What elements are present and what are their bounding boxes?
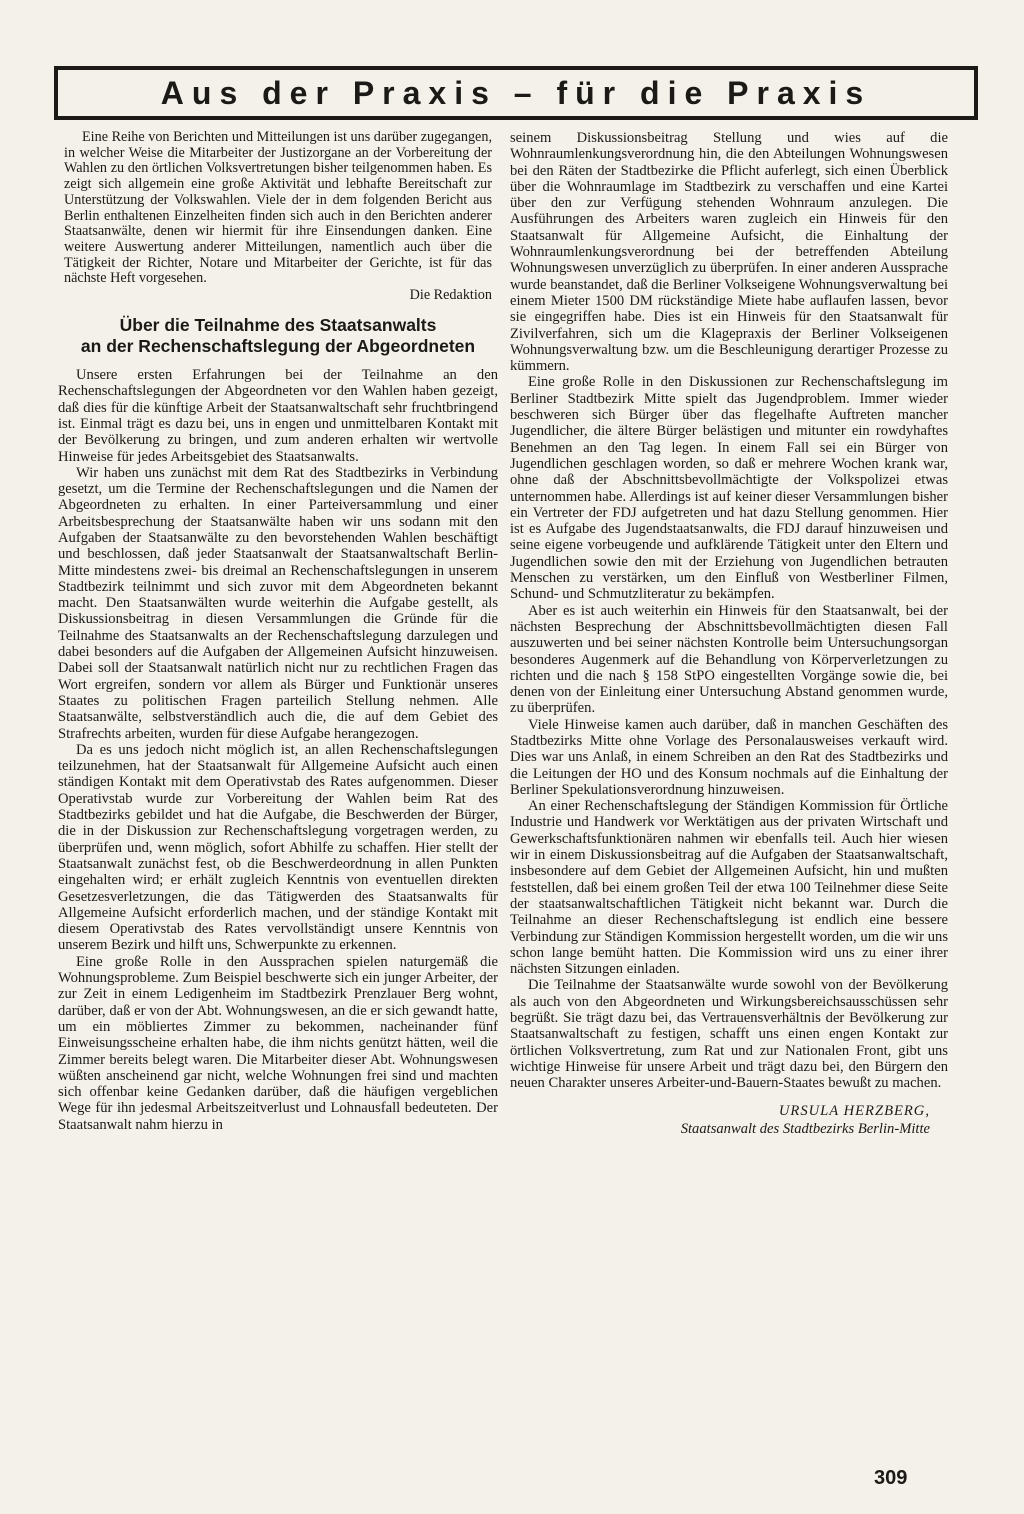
article-paragraph-continued: seinem Diskussionsbeitrag Stellung und wies auf die Wohnraumlenkungsverordnung hin, die den Abteilungen Wohnungswesen bei den Räten der Stadtbezirke die Pflicht auferlegt, sich einen Überblick über die Wohnraumlage im Stadtbezirk zu verschaffen und eine Kartei über den zur Verfügung stehenden Wohnraum anzulegen. Die Ausführungen des Arbeiters waren zugleich ein Hinweis für den Staatsanwalt für Allgemeine Aufsicht, die Einhaltung der Wohnraumlenkungsverordnung bei der betreffenden Abteilung Wohnungswesen unverzüglich zu überprüfen. In einer anderen Aussprache wurde beanstandet, daß die Berliner Volkseigene Wohnungsverwaltung bei einem Mieter 1500 DM rückständige Miete habe auflaufen lassen, bevor sie eingegriffen habe. Dies ist ein Hinweis für den Staatsanwalt für Zivilverfahren, sich um die Klagepraxis der Berliner Volkseigenen Wohnungsverwaltung bzw. um die Beschleunigung derartiger Prozesse zu kümmern. [510, 130, 948, 375]
author-block [510, 1102, 948, 1138]
author-name: URSULA HERZBERG, [778, 1102, 930, 1119]
article-paragraph: Die Teilnahme der Staatsanwälte wurde sowohl von der Bevölkerung als auch von den Abgeordneten und Wirkungsbereichsausschüssen sehr begrüßt. Sie trägt dazu bei, das Vertrauensverhältnis der Bevölkerung zur Staatsanwaltschaft zu festigen, schafft uns einen engen Kontakt zur örtlichen Volksvertretung, zum Rat und zur Nationalen Front, gibt uns wichtige Hinweise für unsere Arbeit und trägt dazu bei, den Bürgern den neuen Charakter unseres Arbeiter-und-Bauern-Staates bewußt zu machen. [510, 977, 948, 1092]
intro-paragraph: Eine Reihe von Berichten und Mitteilungen ist uns darüber zugegangen, in welcher Weise die Mitarbeiter der Justizorgane an der Vorbereitung der Wahlen zu den örtlichen Volksvertretungen bisher teilgenommen haben. Es zeigt sich allgemein eine große Aktivität und lebhafte Bereitschaft zur Unterstützung der Volkswahlen. Viele der in dem folgenden Bericht aus Berlin enthaltenen Einzelheiten finden sich auch in den Berichten anderer Staatsanwälte, denen wir hiermit für ihre Einsendungen danken. Eine weitere Auswertung anderer Mitteilungen, namentlich auch über die Tätigkeit der Richter, Notare und Mitarbeiter der Gerichte, ist für das nächste Heft vorgesehen. [64, 129, 492, 287]
page-number: 309 [874, 1467, 908, 1489]
article-paragraph: Unsere ersten Erfahrungen bei der Teilnahme an den Rechenschaftslegungen der Abgeordneten vor den Wahlen haben gezeigt, daß dies für die künftige Arbeit der Staatsanwaltschaft sehr fruchtbringend ist. Einmal trägt es dazu bei, uns in engen und unmittelbaren Kontakt mit der Bevölkerung zu bringen, und zum anderen erhalten wir wertvolle Hinweise für jedes Arbeitsgebiet des Staatsanwalts. [58, 367, 498, 465]
article-paragraph: Viele Hinweise kamen auch darüber, daß in manchen Geschäften des Stadtbezirks Mitte ohne Vorlage des Personalausweises verkauft wird. Dies war uns Anlaß, in einem Schreiben an den Rat des Stadtbezirks und die Leitungen der HO und des Konsum nochmals auf die Einhaltung der Berliner Spekulationsverordnung hinzuweisen. [510, 716, 948, 798]
article-title-line-2: an der Rechenschaftslegung der Abgeordneten [80, 336, 476, 357]
section-banner [54, 66, 978, 120]
article-paragraph: Eine große Rolle in den Aussprachen spielen naturgemäß die Wohnungsprobleme. Zum Beispiel beschwerte sich ein junger Arbeiter, der zur Zeit in einem Ledigenheim im Stadtbezirk Prenzlauer Berg wohnt, darüber, daß er von der Abt. Wohnungswesen, an die er sich gewandt hatte, um ein möbliertes Zimmer zu bekommen, nacheinander fünf Einweisungsscheine erhalten habe, die ihm nichts genützt hätten, weil die Zimmer bereits belegt waren. Die Mitarbeiter dieser Abt. Wohnungswesen wüßten anscheinend gar nicht, welche Wohnungen frei sind und machten sich offenbar keine Gedanken darüber, daß die häufigen vergeblichen Wege für ihn jedesmal Arbeitszeitverlust und Lohnausfall bedeuteten. Der Staatsanwalt nahm hierzu in [58, 953, 498, 1133]
editorial-intro [58, 130, 498, 287]
article-paragraph: Eine große Rolle in den Diskussionen zur Rechenschaftslegung im Berliner Stadtbezirk Mitte spielt das Jugendproblem. Immer wieder beschweren sich Bürger über das flegelhafte Auftreten mancher Jugendlicher, die ältere Bürger belästigen und mitunter ein rowdyhaftes Benehmen an den Tag legen. In einem Fall sei ein Bürger von Jugendlichen geschlagen worden, so daß er mehrere Wochen krank war, ohne daß der Abschnittsbevollmächtigte der Volkspolizei etwas unternommen habe. Allerdings ist auf keiner dieser Versammlungen bisher ein Vertreter der FDJ aufgetreten und hat dazu Stellung genommen. Hier ist es Aufgabe des Jugendstaatsanwalts, die FDJ darauf hinzuweisen und seine eigene vorbeugende und aufklärende Tätigkeit unter den Eltern und Jugendlichen sowie den mit der Erziehung von Jugendlichen betrauten Menschen zu verstärken, um den Einfluß von Westberliner Filmen, Schund- und Schmutzliteratur zu bekämpfen. [510, 374, 948, 603]
article-title [58, 315, 498, 357]
author-title: Staatsanwalt des Stadtbezirks Berlin-Mitte [680, 1120, 930, 1137]
article-paragraph: Da es uns jedoch nicht möglich ist, an allen Rechenschaftslegungen teilzunehmen, hat der Staatsanwalt für Allgemeine Aufsicht auch einen ständigen Kontakt mit dem Operativstab des Rates aufgenommen. Dieser Operativstab wurde zur Vorbereitung der Wahlen beim Rat des Stadtbezirks gebildet und hat die Aufgabe, die Beschwerden der Bürger, die in der Diskussion zur Rechenschaftslegung vorgetragen werden, zu überprüfen und, wenn möglich, sofort Abhilfe zu schaffen. Hier stellt der Staatsanwalt zunächst fest, ob die Beschwerdeordnung in allen Punkten eingehalten wird; er erhält zugleich Kenntnis von eventuellen direkten Gesetzesverletzungen, die das Tätigwerden des Staatsanwalts für Allgemeine Aufsicht erforderlich machen, und der ständige Kontakt mit diesem Operativstab des Rates vervollständigt unsere Kenntnis von unserem Bezirk und hilft uns, Schwerpunkte zu erkennen. [58, 741, 498, 954]
editorial-signoff: Die Redaktion [409, 287, 492, 304]
left-column [58, 130, 498, 1133]
section-title: Aus der Praxis – für die Praxis [160, 75, 872, 111]
article-paragraph: Aber es ist auch weiterhin ein Hinweis für den Staatsanwalt, bei der nächsten Besprechung der Abschnittsbevollmächtigten diesen Fall auszuwerten und bei seiner nächsten Kontrolle beim Untersuchungsorgan besonderes Augenmerk auf die Behandlung von Körperverletzungen zu richten und die nach § 158 StPO eingestellten Vorgänge sowie die, bei denen von der Einleitung einer Untersuchung Abstand genommen wurde, zu überprüfen. [510, 602, 948, 717]
right-column [510, 130, 948, 1138]
article-title-line-1: Über die Teilnahme des Staatsanwalts [119, 315, 437, 336]
article-paragraph: Wir haben uns zunächst mit dem Rat des Stadtbezirks in Verbindung gesetzt, um die Termine der Rechenschaftslegungen und die Namen der Abgeordneten zu erhalten. In einer Parteiversammlung und einer Arbeitsbesprechung der Staatsanwälte haben wir uns sodann mit den Aufgaben der Staatsanwälte zu den bevorstehenden Wahlen beschäftigt und beschlossen, daß jeder Staatsanwalt der Staatsanwaltschaft Berlin-Mitte mindestens zwei- bis dreimal an Rechenschaftslegungen in unserem Stadtbezirk teilnimmt und sich zuvor mit dem Abgeordneten bekannt macht. Den Staatsanwälten wurde weiterhin die Aufgabe gestellt, als Diskussionsbeitrag in diesen Versammlungen die Gründe für die Teilnahme des Staatsanwalts an der Rechenschaftslegung darzulegen und dabei besonders auf die Aufgaben der Allgemeinen Aufsicht hinzuweisen. Dabei soll der Staatsanwalt natürlich nicht nur zu rechtlichen Fragen das Wort ergreifen, sondern vor allem als Bürger und Funktionär unseres Staates zu politischen Fragen parteilich Stellung nehmen. Alle Staatsanwälte, selbstverständlich auch die, die auf dem Gebiet des Strafrechts arbeiten, wurden für diese Aufgabe herangezogen. [58, 464, 498, 742]
article-paragraph: An einer Rechenschaftslegung der Ständigen Kommission für Örtliche Industrie und Handwerk vor Werktätigen aus der privaten Wirtschaft und Gewerkschaftsfunktionären nahmen wir ebenfalls teil. Auch hier wiesen wir in einem Diskussionsbeitrag auf die Aufgaben der Staatsanwaltschaft, insbesondere auf dem Gebiet der Allgemeinen Aufsicht, hin und mußten feststellen, daß bei einem großen Teil der etwa 100 Teilnehmer diese Seite der staatsanwaltschaftlichen Tätigkeit nicht bekannt war. Durch die Teilnahme an dieser Rechenschaftslegung ist endlich eine bessere Verbindung zur Ständigen Kommission hergestellt worden, um die wir uns schon lange bemüht hatten. Die Kommission wird uns zu einer ihrer nächsten Sitzungen einladen. [510, 798, 948, 978]
